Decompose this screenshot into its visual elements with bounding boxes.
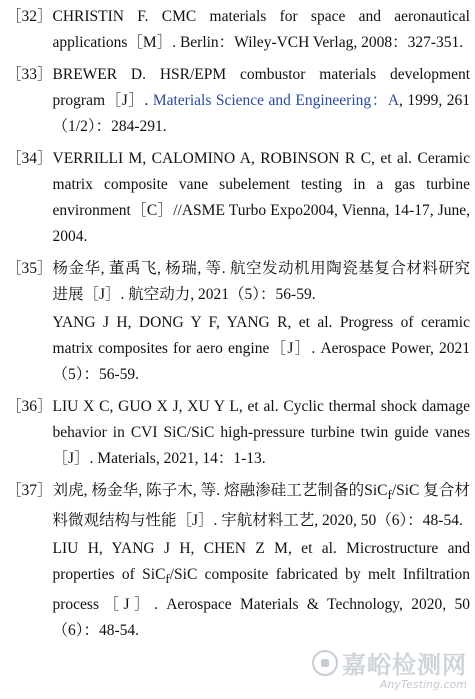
reference-body bbox=[53, 256, 470, 388]
reference-32 bbox=[6, 4, 470, 56]
reference-35 bbox=[6, 256, 470, 388]
reference-text: CHRISTIN F. CMC materials for space and aeronautical applications［M］. Berlin：Wiley-VCH Verlag, 2008：327-351. bbox=[52, 8, 470, 51]
reference-text-chinese: 杨金华, 董禹飞, 杨瑞, 等. 航空发动机用陶瓷基复合材料研究进展［J］. 航空动力, 2021（5）：56-59. bbox=[52, 260, 470, 303]
watermark-en: AnyTesting.com bbox=[379, 678, 467, 691]
watermark-logo-icon bbox=[312, 650, 338, 676]
reference-number: ［34］ bbox=[6, 150, 53, 167]
reference-number: ［37］ bbox=[6, 482, 53, 499]
reference-34 bbox=[6, 146, 470, 250]
reference-text-part: LIU H, YANG J H, CHEN Z M, et al. Microstructure and properties of SiC bbox=[52, 540, 470, 584]
reference-body bbox=[53, 4, 470, 56]
reference-text-part: /SiC composite fabricated by melt Infiltration process［J］. Aerospace Materials & Technology, 2020, 50（6）：48-54. bbox=[52, 566, 471, 640]
reference-body bbox=[53, 146, 470, 250]
reference-body bbox=[53, 394, 470, 472]
reference-text-english bbox=[53, 536, 470, 644]
reference-body bbox=[53, 62, 470, 140]
watermark bbox=[312, 645, 467, 691]
reference-33 bbox=[6, 62, 470, 140]
reference-text: VERRILLI M, CALOMINO A, ROBINSON R C, et al. Ceramic matrix composite vane subelement testing in a gas turbine environment［C］//ASME Turbo Expo2004, Vienna, 14-17, June, 2004. bbox=[52, 150, 470, 245]
reference-text-english: YANG J H, DONG Y F, YANG R, et al. Progress of ceramic matrix composites for aero engine［J］. Aerospace Power, 2021（5）：56-59. bbox=[52, 314, 470, 383]
reference-number: ［32］ bbox=[6, 8, 53, 25]
reference-text-chinese bbox=[53, 478, 470, 534]
reference-text-suffix: , 1999, 261（1/2）：284-291. bbox=[52, 92, 470, 135]
reference-number: ［33］ bbox=[6, 66, 53, 83]
reference-number: ［36］ bbox=[6, 398, 53, 415]
subscript: f bbox=[387, 487, 392, 503]
reference-text-part: 刘虎, 杨金华, 陈子木, 等. 熔融渗硅工艺制备的SiC bbox=[52, 482, 388, 499]
subscript: f bbox=[165, 571, 170, 587]
reference-text-prefix: BREWER D. HSR/EPM combustor materials development program［J］. bbox=[52, 66, 470, 109]
watermark-cn: 嘉峪检测网 bbox=[342, 651, 467, 679]
reference-text bbox=[53, 62, 470, 140]
reference-number: ［35］ bbox=[6, 260, 53, 277]
journal-link[interactable]: Materials Science and Engineering：A bbox=[152, 92, 400, 109]
reference-list bbox=[6, 4, 470, 650]
reference-text-part: /SiC 复合材料微观结构与性能［J］. 宇航材料工艺, 2020, 50（6）：48-54. bbox=[52, 482, 470, 530]
reference-37 bbox=[6, 478, 470, 644]
reference-body bbox=[53, 478, 470, 644]
reference-text: LIU X C, GUO X J, XU Y L, et al. Cyclic thermal shock damage behavior in CVI SiC/SiC high-pressure turbine twin guide vanes［J］. Materials, 2021, 14：1-13. bbox=[52, 398, 470, 467]
reference-36 bbox=[6, 394, 470, 472]
watermark-brand bbox=[312, 645, 467, 680]
